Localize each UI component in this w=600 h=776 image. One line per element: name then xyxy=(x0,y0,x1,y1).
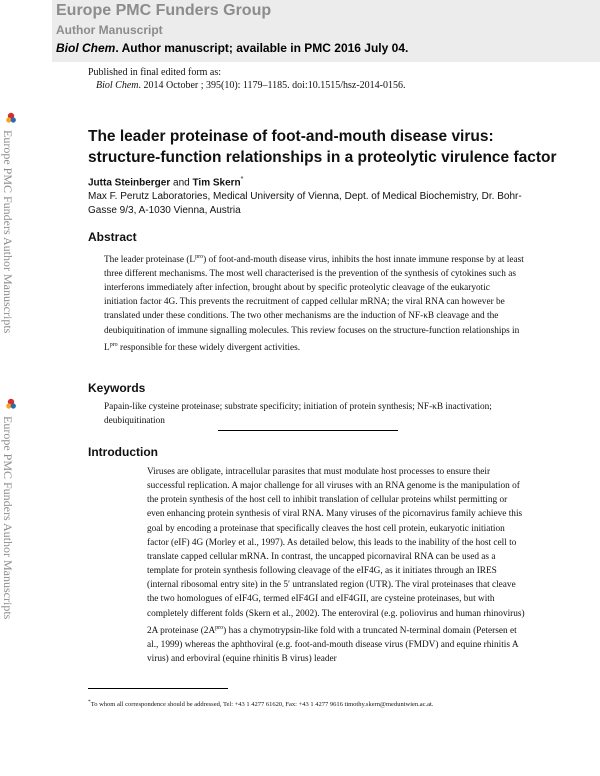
keywords-divider xyxy=(218,430,398,431)
abstract-heading: Abstract xyxy=(88,230,137,244)
header-availability: . Author manuscript; available in PMC 2016 July 04. xyxy=(115,41,409,55)
introduction-body: Viruses are obligate, intracellular parasites that must modulate host processes to ensure their successful replication. A major challenge for all viruses with an RNA genome is the manipulation of the protein synthesis of the host cell to inhibit translation of cellular proteins whilst permitting or even enhancing protein synthesis of viral RNA. Many viruses of the picornavirus family achieve this goal by encoding a proteinase that specifically cleaves the host cell protein, eukaryotic initiation factor (eIF) 4G (Morley et al., 1997). As detailed below, this leads to the inability of the host cell to translate capped cellular mRNA. In contrast, the uncapped picornaviral RNA can be used as a template for protein synthesis following cleavage of the eIF4G, as it initiates through an IRES (internal ribosomal entry site) in the 5′ untranslated region (UTR). The viral proteinases that cleave the two homologues of eIF4G, termed eIF4GI and eIF4GII, are cysteine proteinases, but with completely different folds (Skern et al., 2002). The enteroviral (e.g. poliovirus and human rhinovirus) 2A proteinase $(2A^{pro})$ has a chymotrypsin-like fold with a truncated N-terminal domain (Petersen et al., 1999) whereas the aphthoviral (e.g. foot-and-mouth disease virus (FMDV) and equine rhinitis A virus) and erboviral (equine rhinitis B virus) leader xyxy=(147,467,525,665)
author-line xyxy=(88,176,243,188)
author-1: Jutta Steinberger xyxy=(88,177,171,189)
article-title: The leader proteinase of foot-and-mouth disease virus: structure-function relationships in a proteolytic virulence factor xyxy=(88,128,557,166)
corresponding-mark: * xyxy=(240,176,244,183)
footnote xyxy=(88,699,433,708)
sidebar-label-bottom: Europe PMC Funders Author Manuscripts xyxy=(1,416,15,620)
author-2: Tim Skern xyxy=(192,177,241,189)
sidebar-label-top: Europe PMC Funders Author Manuscripts xyxy=(1,130,15,334)
citation-journal: Biol Chem xyxy=(96,80,139,91)
footnote-divider xyxy=(88,688,228,689)
abstract-body: The leader proteinase $(L^{pro})$ of foot-and-mouth disease virus, inhibits the host innate immune response by at least three different mechanisms. The most well characterised is the prevention of the synthesis of cytokines such as interferons immediately after infection, brought about by specific proteolytic cleavage of the eukaryotic initiation factor 4G. This prevents the recruitment of capped cellular mRNA; the viral RNA can however be translated under these conditions. The two other mechanisms are the induction of NF-κB cleavage and the deubiquitination of immune signalling molecules. This review focuses on the structure-function relationships in $L^{pro}$ responsible for these widely divergent activities. xyxy=(104,254,524,353)
citation-details: . 2014 October ; 395(10): 1179–1185. doi:10.1515/hsz-2014-0156. xyxy=(138,80,406,91)
journal-availability-line xyxy=(56,41,408,55)
keywords-text: Papain-like cysteine proteinase; substrate specificity; initiation of protein synthesis; NF-κB inactivation; deubiquitination xyxy=(104,402,492,426)
footnote-text: To whom all correspondence should be addressed, Tel: +43 1 4277 61620, Fax: +43 1 4277 9616 timothy.skern@meduniwien.ac.at. xyxy=(90,701,434,709)
footnote-mark: * xyxy=(88,699,91,705)
europe-pmc-logo-icon xyxy=(5,398,17,410)
citation-line xyxy=(96,80,406,91)
header-journal: Biol Chem xyxy=(56,41,116,55)
published-label: Published in final edited form as: xyxy=(88,67,222,78)
author-conjunction: and xyxy=(173,177,190,189)
manuscript-type: Author Manuscript xyxy=(56,23,163,37)
keywords-heading: Keywords xyxy=(88,381,146,395)
funders-group-title: Europe PMC Funders Group xyxy=(56,2,272,19)
introduction-heading: Introduction xyxy=(88,445,158,459)
europe-pmc-logo-icon xyxy=(5,112,17,124)
affiliation: Max F. Perutz Laboratories, Medical University of Vienna, Dept. of Medical Biochemistry, Dr. Bohr-Gasse 9/3, A-1030 Vienna, Austria xyxy=(88,191,522,216)
